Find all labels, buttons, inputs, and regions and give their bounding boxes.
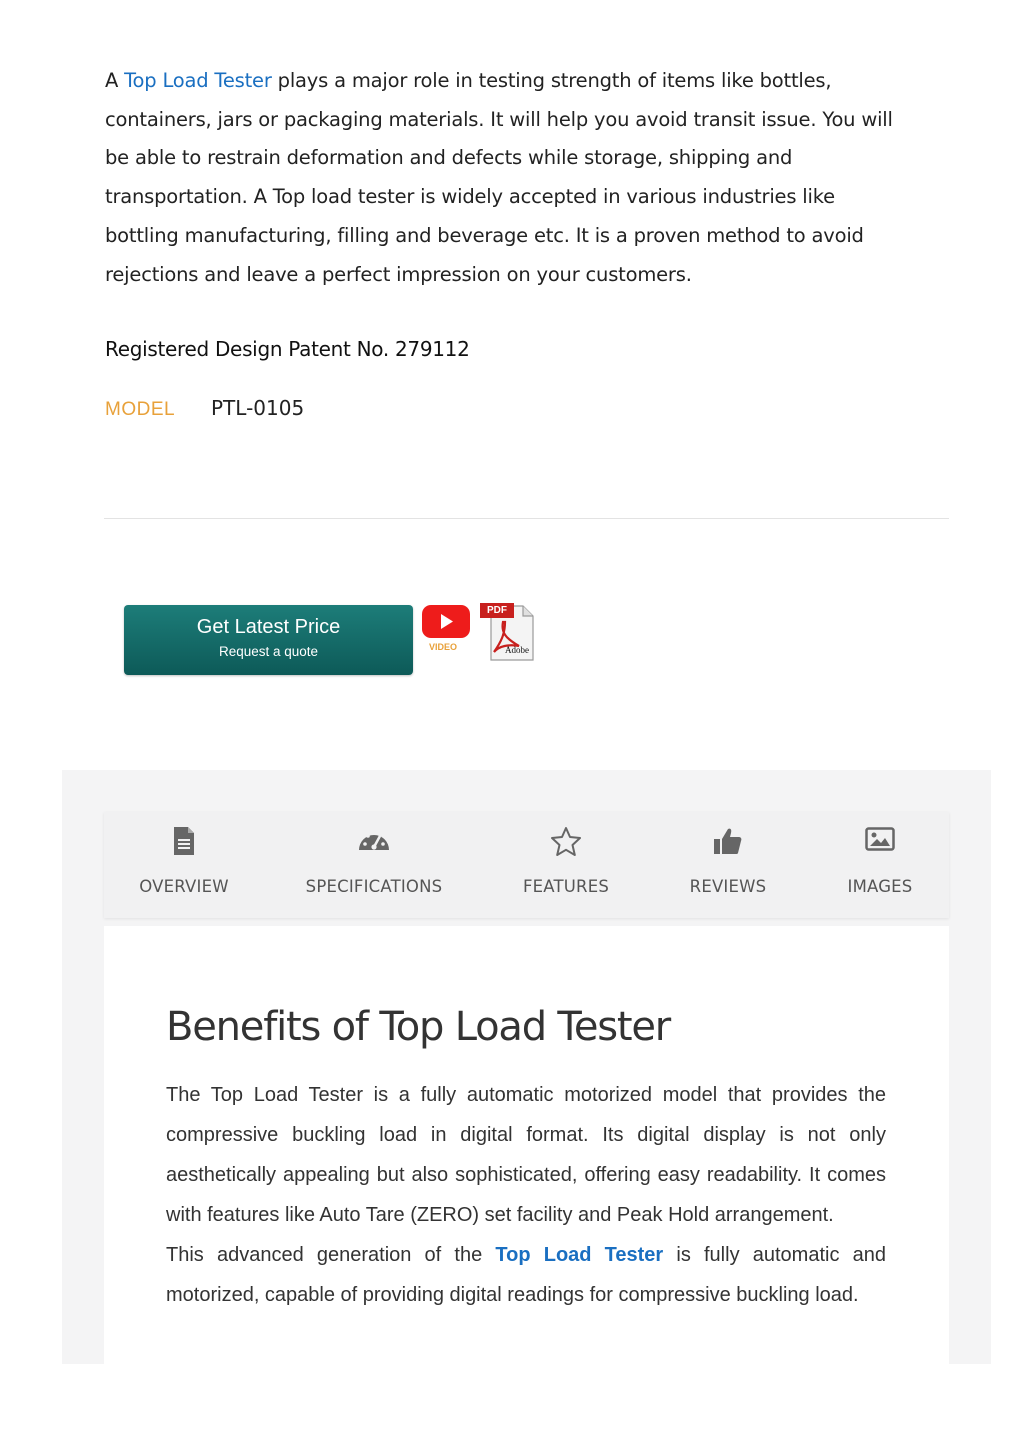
- tab-label-specifications: SPECIFICATIONS: [305, 877, 443, 896]
- intro-prefix: A: [105, 69, 125, 92]
- video-label: VIDEO: [429, 642, 458, 652]
- price-button-label: Get Latest Price: [196, 616, 341, 638]
- document-icon: [171, 826, 197, 856]
- thumbs-up-icon: [713, 826, 743, 856]
- para2-text: is fully automatic and motorized, capable of providing digital readings for compressive buckling load.: [166, 1244, 886, 1306]
- pdf-download-button[interactable]: [479, 602, 535, 662]
- tab-reviews[interactable]: [676, 812, 780, 918]
- get-latest-price-button[interactable]: [124, 605, 413, 675]
- price-button-sublabel: Request a quote: [218, 644, 319, 659]
- tab-label-overview: OVERVIEW: [139, 877, 229, 896]
- star-icon: [550, 826, 582, 856]
- tab-images[interactable]: [830, 812, 930, 918]
- intro-text: plays a major role in testing strength of items like bottles, containers, jars or packaging materials. It will help you avoid transit issue. You will be able to restrain deformation and defects while storage, shipping and transportation. A Top load tester is widely accepted in various industries like bottling manufacturing, filling and beverage etc. It is a proven method to avoid rejections and leave a perfect impression on your customers.: [105, 69, 893, 286]
- model-row: [105, 396, 304, 421]
- benefits-heading: Benefits of Top Load Tester: [166, 1004, 671, 1050]
- benefits-paragraph-1: The Top Load Tester is a fully automatic motorized model that provides the compressive buckling load in digital format. Its digital display is not only aesthetically appealing but also sophisticated, offering easy readability. It comes with features like Auto Tare (ZERO) set facility and Peak Hold arrangement.: [166, 1084, 886, 1226]
- model-value: PTL-0105: [211, 396, 305, 420]
- gauge-icon: [357, 826, 391, 856]
- video-button[interactable]: [421, 604, 471, 656]
- tab-bar: [104, 812, 949, 918]
- youtube-icon: [421, 604, 471, 640]
- model-label: MODEL: [105, 399, 176, 420]
- top-load-tester-link[interactable]: Top Load Tester: [124, 69, 272, 92]
- para2-prefix: This advanced generation of the: [166, 1244, 496, 1266]
- divider: [104, 518, 949, 519]
- product-intro: [105, 62, 905, 294]
- top-load-tester-link-2[interactable]: Top Load Tester: [495, 1244, 664, 1266]
- adobe-label: Adobe: [505, 645, 529, 655]
- tab-features[interactable]: [510, 812, 622, 918]
- benefits-paragraph-2: [166, 1235, 886, 1315]
- tab-specifications[interactable]: [300, 812, 448, 918]
- benefits-text: [166, 1075, 886, 1315]
- tab-label-images: IMAGES: [847, 877, 913, 896]
- pdf-label: PDF: [487, 605, 507, 616]
- tab-label-features: FEATURES: [522, 877, 610, 896]
- tab-label-reviews: REVIEWS: [689, 877, 767, 896]
- tab-overview[interactable]: [128, 812, 240, 918]
- patent-number: Registered Design Patent No. 279112: [105, 337, 470, 361]
- image-icon: [865, 826, 895, 852]
